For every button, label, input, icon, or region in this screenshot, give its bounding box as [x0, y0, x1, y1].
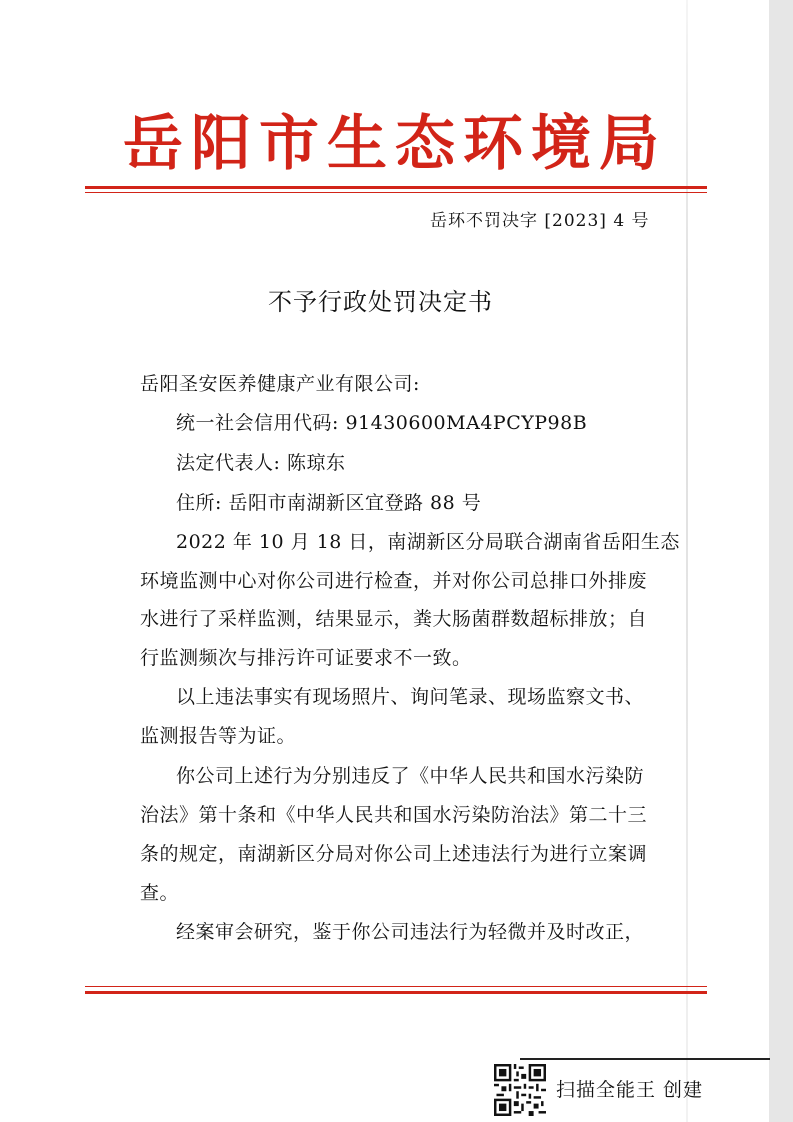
paragraph-line: 以上违法事实有现场照片、询问笔录、现场监察文书、	[176, 686, 645, 708]
document-title: 不予行政处罚决定书	[268, 288, 493, 316]
credit-code: 统一社会信用代码: 91430600MA4PCYP98B	[176, 412, 588, 434]
header-rule-thick	[85, 186, 707, 189]
scan-bottom-line	[520, 1058, 770, 1060]
address: 住所: 岳阳市南湖新区宜登路 88 号	[176, 492, 482, 514]
scan-page-edge	[769, 0, 793, 1122]
legal-representative: 法定代表人: 陈琼东	[176, 452, 346, 474]
paragraph-line: 监测报告等为证。	[140, 725, 297, 747]
footer-rule-thick	[85, 991, 707, 994]
paragraph-line: 2022 年 10 月 18 日，南湖新区分局联合湖南省岳阳生态	[176, 531, 680, 553]
paragraph-line: 条的规定，南湖新区分局对你公司上述违法行为进行立案调	[140, 843, 648, 865]
footer-rule-thin	[85, 986, 707, 987]
issuer-masthead: 岳阳市生态环境局	[123, 109, 667, 179]
paragraph-line: 水进行了采样监测，结果显示，粪大肠菌群数超标排放；自	[140, 608, 648, 630]
scanner-label: 扫描全能王 创建	[556, 1079, 704, 1101]
qr-code-icon	[494, 1064, 546, 1116]
scanner-watermark	[494, 1064, 703, 1116]
paragraph-line: 治法》第十条和《中华人民共和国水污染防治法》第二十三	[140, 804, 648, 826]
paragraph-line: 查。	[140, 882, 180, 904]
paragraph-line: 经案审会研究，鉴于你公司违法行为轻微并及时改正，	[176, 921, 645, 943]
paragraph-line: 环境监测中心对你公司进行检查，并对你公司总排口外排废	[140, 570, 648, 592]
paragraph-line: 行监测频次与排污许可证要求不一致。	[140, 647, 472, 669]
header-rule-thin	[85, 192, 707, 193]
recipient-name: 岳阳圣安医养健康产业有限公司:	[140, 373, 420, 395]
paragraph-line: 你公司上述行为分别违反了《中华人民共和国水污染防	[176, 765, 645, 787]
document-number: 岳环不罚决字 [2023] 4 号	[430, 211, 650, 231]
